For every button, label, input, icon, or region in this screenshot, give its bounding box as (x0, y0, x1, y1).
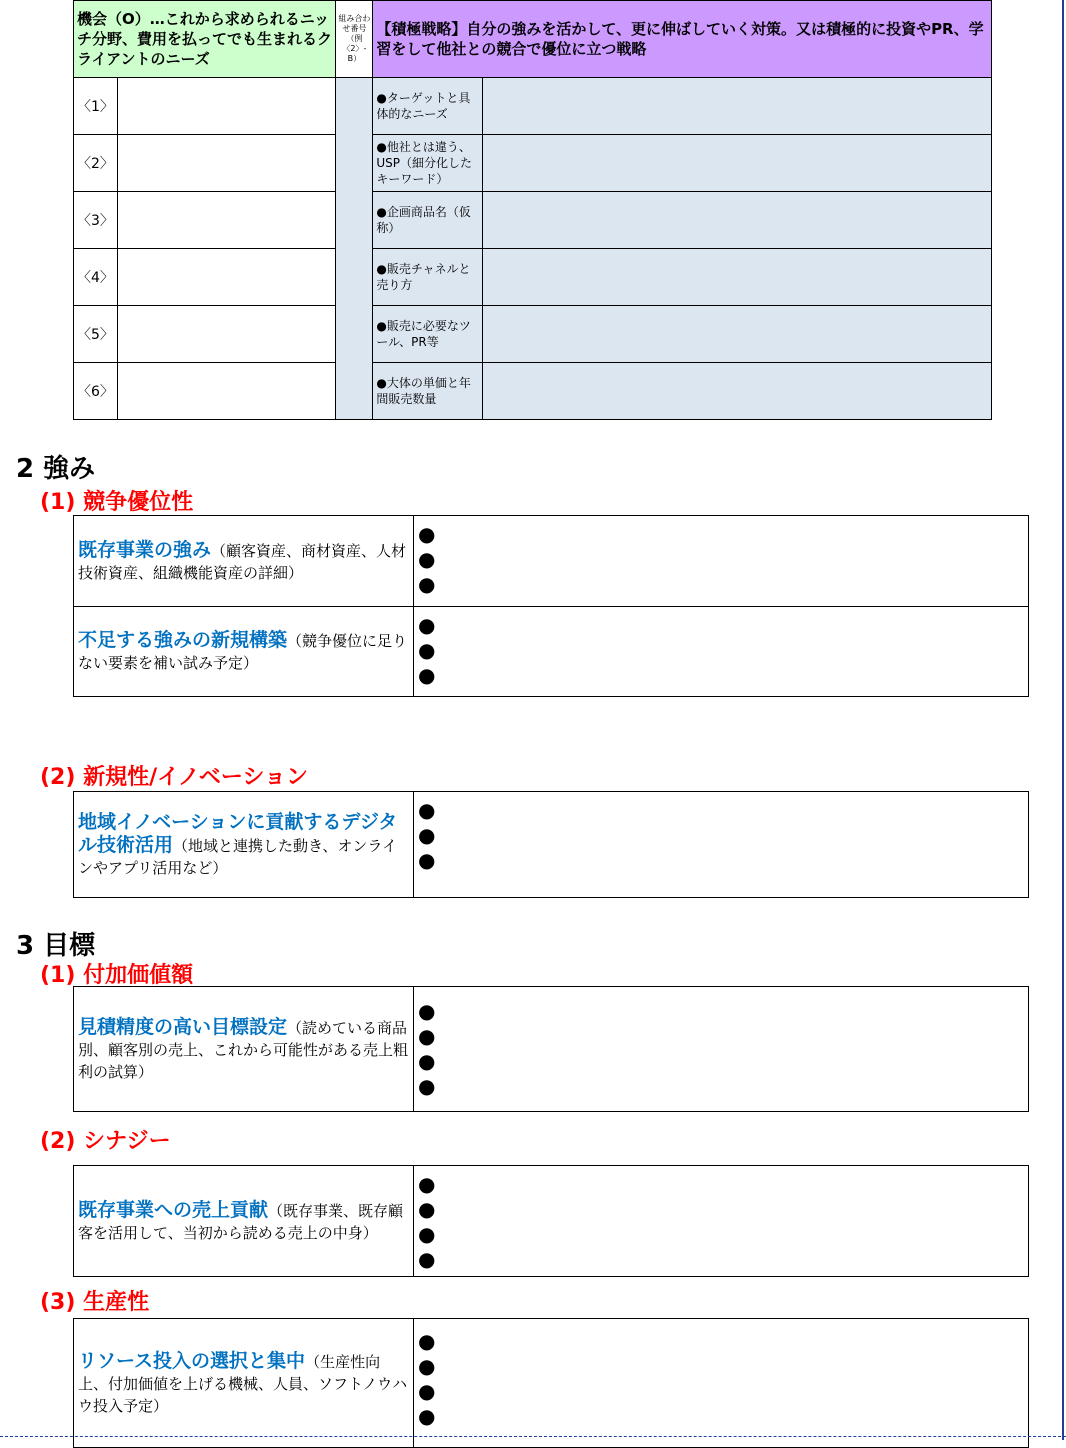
box-heading: 既存事業の強み (78, 538, 212, 561)
input-box[interactable] (73, 1318, 1029, 1448)
box-note: （競争優位に足りない要素を補い試み予定） (78, 632, 408, 672)
page-border-right (1062, 0, 1064, 1440)
table-row (74, 192, 992, 249)
strategy-item-label: ●企画商品名（仮称） (373, 192, 483, 249)
box-note: （生産性向上、付加価値を上げる機械、人員、ソフトノウハウ投入予定） (78, 1352, 408, 1415)
swot-strategy-table (73, 0, 992, 420)
row-number: 〈4〉 (74, 249, 118, 306)
table-row (74, 363, 992, 420)
strategy-item-label: ●大体の単価と年間販売数量 (373, 363, 483, 420)
section-title-goals: 3 目標 (16, 931, 96, 961)
subsection-title: (2) 新規性/イノベーション (40, 765, 309, 790)
strategy-cell[interactable] (483, 306, 992, 363)
subsection-title: (2) シナジー (40, 1129, 171, 1154)
input-box[interactable] (73, 1165, 1029, 1277)
box-heading: リソース投入の選択と集中 (78, 1349, 306, 1372)
subsection-title: (3) 生産性 (40, 1290, 150, 1315)
aggressive-strategy-header: 【積極戦略】自分の強みを活かして、更に伸ばしていく対策。又は積極的に投資やPR、学習をして他社との競合で優位に立つ戦略 (373, 1, 992, 78)
box-note: （地域と連携した動き、オンラインやアプリ活用など） (78, 836, 397, 877)
opportunity-header: 機会（O）…これから求められるニッチ分野、費用を払ってでも生まれるクライアントのニーズ (74, 1, 336, 78)
row-number: 〈1〉 (74, 78, 118, 135)
subsection-title: (1) 付加価値額 (40, 963, 194, 988)
strategy-item-label: ●ターゲットと具体的なニーズ (373, 78, 483, 135)
input-box[interactable] (73, 791, 1029, 898)
input-box[interactable] (73, 986, 1029, 1112)
strategy-cell[interactable] (483, 249, 992, 306)
strategy-cell[interactable] (483, 78, 992, 135)
opportunity-cell[interactable] (117, 78, 335, 135)
bullet-list[interactable]: ● ● ● (418, 798, 436, 872)
strategy-item-label: ●販売に必要なツール、PR等 (373, 306, 483, 363)
bullet-list[interactable]: ● ● ● (418, 613, 436, 687)
row-number: 〈5〉 (74, 306, 118, 363)
opportunity-cell[interactable] (117, 192, 335, 249)
strategy-item-label: ●販売チャネルと売り方 (373, 249, 483, 306)
bullet-list[interactable]: ● ● ● (418, 522, 436, 596)
input-box[interactable] (73, 606, 1029, 697)
bullet-list[interactable]: ● ● ● ● (418, 1329, 436, 1428)
box-heading: 見積精度の高い目標設定 (78, 1015, 288, 1038)
subsection-title: (1) 競争優位性 (40, 490, 194, 515)
box-note: （既存事業、既存顧客を活用して、当初から読める売上の中身） (78, 1201, 404, 1242)
page-break-line (0, 1436, 1066, 1437)
table-row (74, 306, 992, 363)
opportunity-cell[interactable] (117, 135, 335, 192)
table-row (74, 249, 992, 306)
table-row (74, 135, 992, 192)
input-box[interactable] (73, 515, 1029, 607)
box-heading: 地域イノベーションに貢献するデジタル技術活用 (78, 810, 398, 856)
bullet-list[interactable]: ● ● ● ● (418, 1172, 436, 1271)
opportunity-cell[interactable] (117, 363, 335, 420)
strategy-cell[interactable] (483, 363, 992, 420)
opportunity-cell[interactable] (117, 249, 335, 306)
row-number: 〈6〉 (74, 363, 118, 420)
strategy-item-label: ●他社とは違う、USP（細分化したキーワード） (373, 135, 483, 192)
strategy-cell[interactable] (483, 192, 992, 249)
section-title-strengths: 2 強み (16, 454, 96, 484)
box-heading: 不足する強みの新規構築 (78, 629, 288, 651)
bullet-list[interactable]: ● ● ● ● (418, 999, 436, 1098)
combo-number-header: 組み合わせ番号（例〈2〉- B） (336, 1, 373, 78)
row-number: 〈2〉 (74, 135, 118, 192)
opportunity-cell[interactable] (117, 306, 335, 363)
box-heading: 既存事業への売上貢献 (78, 1198, 269, 1221)
table-row (74, 78, 992, 135)
strategy-cell[interactable] (483, 135, 992, 192)
combo-number-cell[interactable] (336, 78, 373, 420)
box-note: （顧客資産、商材資産、人材技術資産、組織機能資産の詳細） (78, 541, 407, 582)
box-note: （読めている商品別、顧客別の売上、これから可能性がある売上粗利の試算） (78, 1018, 409, 1081)
row-number: 〈3〉 (74, 192, 118, 249)
